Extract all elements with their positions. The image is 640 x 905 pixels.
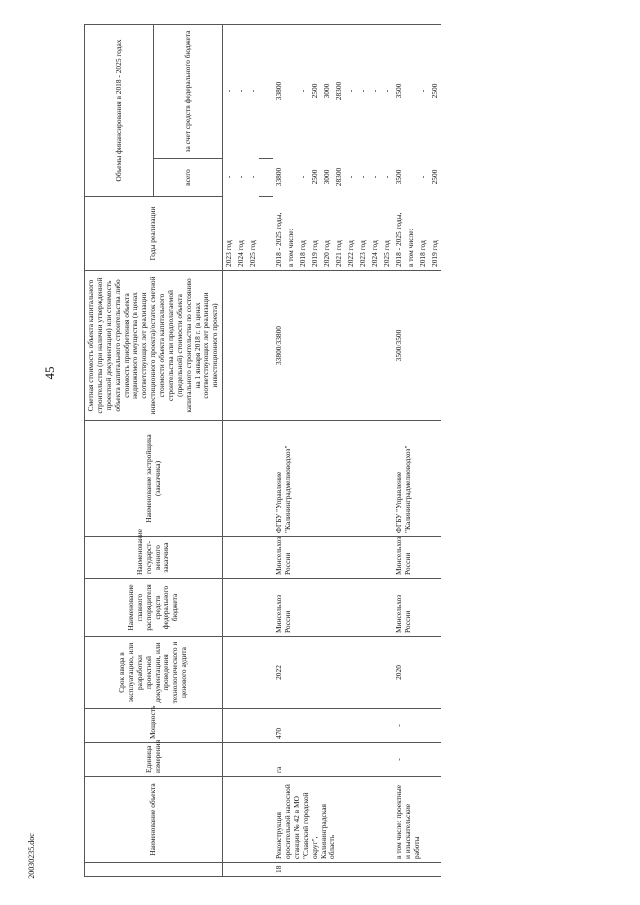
header-federal: за счет средств федерального бюджета (154, 25, 223, 159)
header-capacity: Мощность (85, 709, 223, 743)
header-object-name: Наименование объекта (85, 777, 223, 863)
header-state-customer: Наименование государст-венного заказчика (85, 537, 223, 579)
continuation-row: 2023 год - - 2024 год - - 2025 год - - (223, 25, 260, 877)
table-row-design-works: в том числе: проектные и изыскательские работы - - 2020 Минсельхоз России Минсельхоз России ФГБУ "Управление "Калининградмелиоводхоз" 3500/3500 2018 - 2025 годы, 3500 3500 в том числе: 2018 год - - 2019 год 2500 2500 (393, 25, 441, 877)
footer-filename: 20030235.doc (27, 833, 36, 879)
header-years: Годы реализации (85, 197, 223, 271)
header-chief-manager: Наименование главного распорядителя средств федерального бюджета (85, 579, 223, 637)
table-row-18: 18 Реконструкция оросительной насосной станции № 42 в МО "Славский городской округ", Калининградская область га 470 2022 Минсельхоз России Минсельхоз России ФГБУ "Управление "Калининградмелиоводхоз" 33800/33800 2018 - 2025 годы, 33800 33800 в том числе: 2018 год - - 2019 год 2500 2500 2020 год 3000 3000 2021 год 28300 28300 2022 год - - 2023 год - - 2024 год - - 2025 год - - (273, 25, 393, 877)
header-unit: Единица измерения (85, 743, 223, 777)
header-financing: Объемы финансирования в 2018 - 2025 годах (85, 25, 154, 197)
header-num (85, 863, 223, 877)
header-estimated-cost: Сметная стоимость объекта капитального строительства (при наличии утвержденной проектной документации) или стоимость объекта капитального строительства либо стоимость приобретения объекта недвижимого имущества (в ценах соответствующих лет реализации инвестиционного проекта)/остаток сметной стоимости объекта капитального строительства или предполагаемой (предельной) стоимости объекта капитального строительства по состоянию на 1 января 2018 г. (в ценах соответствующих лет реализации инвестиционного проекта) (85, 271, 223, 421)
header-total: всего (154, 159, 223, 197)
page-number: 45 (42, 366, 57, 380)
header-commission-term: Срок ввода в эксплуатацию, или разработки проектной документации, или проведения технологического и ценового аудита (85, 637, 223, 709)
header-developer: Наименование застройщика (заказчика) (85, 421, 223, 537)
rotated-table-container (84, 25, 624, 877)
investment-objects-table (84, 24, 441, 877)
